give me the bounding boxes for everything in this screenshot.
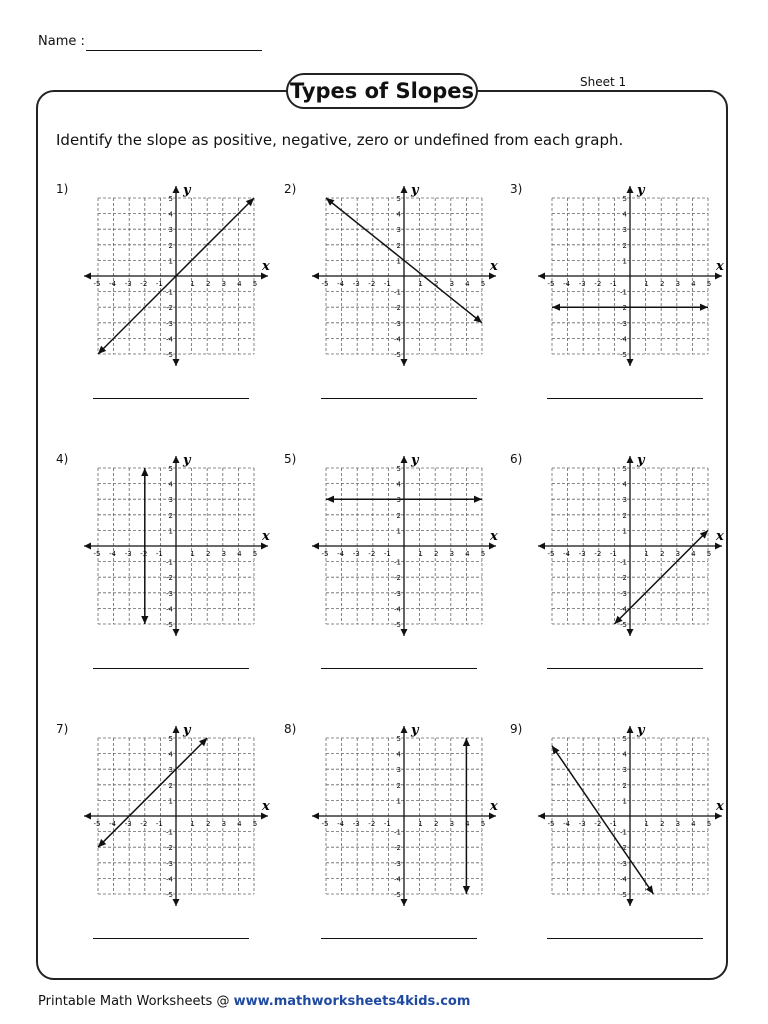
x-tick-label: -1 [155,820,163,828]
x-axis-label: x [716,529,724,544]
y-tick-label: -1 [620,288,627,297]
y-tick-label: -1 [394,558,401,567]
x-tick-label: 1 [418,550,423,558]
y-tick-label: -4 [620,605,627,614]
y-axis-arrow-down-icon [627,899,634,906]
y-tick-label: -3 [394,319,401,328]
x-tick-label: 1 [190,820,195,828]
y-tick-label: -4 [394,875,401,884]
x-tick-label: 4 [465,280,470,288]
x-tick-label: 2 [659,820,665,828]
y-tick-label: -1 [166,828,173,837]
x-tick-label: -2 [594,550,602,558]
x-tick-label: 1 [190,280,195,288]
x-tick-label: 4 [465,550,470,558]
y-tick-label: 4 [622,480,627,489]
x-axis-arrow-left-icon [538,813,545,820]
y-tick-label: 4 [396,750,401,759]
y-tick-label: -3 [620,859,627,868]
y-tick-label: -5 [394,351,401,359]
y-tick-label: -4 [620,335,627,344]
answer-line[interactable] [93,668,249,669]
line-arrow-start-icon [463,738,470,746]
y-axis-arrow-down-icon [401,899,408,906]
y-tick-label: -2 [166,574,173,583]
y-tick-label: -4 [620,875,627,884]
y-tick-label: -4 [394,605,401,614]
x-tick-label: -5 [547,550,555,558]
y-tick-label: -1 [166,288,173,297]
y-tick-label: 4 [622,210,627,219]
y-tick-label: -5 [620,621,627,629]
y-tick-label: -2 [394,844,401,853]
y-tick-label: 5 [168,195,173,203]
y-tick-label: 3 [396,766,401,775]
y-tick-label: -5 [620,351,627,359]
name-label: Name : [38,34,85,49]
x-tick-label: -5 [93,550,101,558]
y-tick-label: 5 [168,465,173,473]
y-axis-arrow-down-icon [173,899,180,906]
question-number: 3) [510,182,523,196]
y-tick-label: 1 [396,797,401,806]
y-axis-label: y [411,183,419,198]
y-tick-label: 2 [396,241,401,250]
y-axis-label: y [637,723,645,738]
x-tick-label: 2 [433,280,439,288]
x-tick-label: 4 [691,820,696,828]
x-tick-label: -1 [383,820,391,828]
line-arrow-end-icon [646,885,653,894]
x-tick-label: -4 [109,550,117,558]
x-axis-label: x [262,529,270,544]
answer-line[interactable] [321,398,477,399]
y-tick-label: 3 [168,766,173,775]
coordinate-graph [76,452,276,648]
x-tick-label: 1 [418,280,423,288]
x-tick-label: 5 [706,280,712,288]
plotted-line [98,738,207,847]
y-tick-label: 1 [168,527,173,536]
y-tick-label: 2 [622,511,627,520]
y-axis-label: y [411,723,419,738]
x-tick-label: -5 [321,280,329,288]
y-tick-label: 5 [622,465,627,473]
x-tick-label: -5 [547,280,555,288]
y-tick-label: -1 [620,828,627,837]
y-axis-arrow-up-icon [627,726,634,733]
x-tick-label: 3 [221,280,227,288]
y-tick-label: 2 [168,241,173,250]
y-tick-label: 1 [168,257,173,266]
y-tick-label: -1 [166,558,173,567]
x-tick-label: -4 [337,280,345,288]
x-axis-label: x [490,799,498,814]
y-tick-label: 4 [396,480,401,489]
y-tick-label: 4 [168,750,173,759]
answer-line[interactable] [547,668,703,669]
x-tick-label: 2 [433,550,439,558]
y-tick-label: -3 [394,859,401,868]
answer-line[interactable] [93,938,249,939]
x-tick-label: -5 [93,820,101,828]
x-axis-label: x [716,259,724,274]
y-tick-label: 3 [396,496,401,505]
x-tick-label: 1 [418,820,423,828]
y-tick-label: 5 [168,735,173,743]
y-tick-label: -1 [394,288,401,297]
x-tick-label: -5 [547,820,555,828]
x-tick-label: -1 [155,550,163,558]
x-axis-label: x [490,529,498,544]
y-axis-arrow-down-icon [173,359,180,366]
y-tick-label: 1 [396,527,401,536]
question-number: 8) [284,722,297,736]
y-axis-arrow-down-icon [401,629,408,636]
x-tick-label: -4 [337,820,345,828]
y-tick-label: 4 [168,210,173,219]
y-tick-label: 4 [168,480,173,489]
y-tick-label: 3 [622,766,627,775]
y-tick-label: 4 [622,750,627,759]
y-tick-label: -5 [394,891,401,899]
answer-line[interactable] [547,938,703,939]
coordinate-graph [530,722,730,918]
y-axis-arrow-up-icon [401,186,408,193]
y-axis-label: y [183,183,191,198]
y-tick-label: 1 [622,257,627,266]
x-tick-label: -2 [594,280,602,288]
x-axis-label: x [716,799,724,814]
y-axis-label: y [183,723,191,738]
x-tick-label: -3 [578,280,586,288]
x-tick-label: 5 [252,550,258,558]
x-tick-label: -3 [578,550,586,558]
y-tick-label: 1 [622,797,627,806]
y-tick-label: 2 [622,241,627,250]
x-axis-label: x [490,259,498,274]
y-tick-label: 2 [168,781,173,790]
answer-line[interactable] [547,398,703,399]
x-tick-label: -3 [352,280,360,288]
x-tick-label: 4 [691,550,696,558]
x-tick-label: 1 [644,280,649,288]
y-axis-arrow-up-icon [173,726,180,733]
x-tick-label: 5 [480,550,486,558]
y-tick-label: -3 [166,589,173,598]
footer-url[interactable]: www.mathworksheets4kids.com [233,994,471,1009]
line-arrow-start-icon [326,496,334,503]
line-arrow-end-icon [474,496,482,503]
y-tick-label: 1 [622,527,627,536]
y-tick-label: 3 [168,226,173,235]
y-tick-label: 5 [622,195,627,203]
line-arrow-end-icon [463,886,470,894]
x-tick-label: 3 [449,280,455,288]
x-tick-label: -2 [140,550,148,558]
x-tick-label: 3 [449,820,455,828]
x-tick-label: 4 [237,280,242,288]
coordinate-graph [304,182,504,378]
answer-line[interactable] [93,398,249,399]
x-axis-label: x [262,799,270,814]
x-tick-label: 2 [205,550,211,558]
coordinate-graph [76,182,276,378]
y-axis-arrow-down-icon [627,359,634,366]
worksheet-title: Types of Slopes [286,73,478,109]
x-tick-label: 5 [706,550,712,558]
answer-line[interactable] [321,938,477,939]
coordinate-graph [304,722,504,918]
x-tick-label: 5 [480,820,486,828]
coordinate-graph [530,182,730,378]
question-number: 6) [510,452,523,466]
x-tick-label: -2 [594,820,602,828]
y-axis-arrow-up-icon [627,186,634,193]
x-tick-label: 2 [659,280,665,288]
x-tick-label: -5 [93,280,101,288]
coordinate-graph [304,452,504,648]
y-tick-label: -5 [394,621,401,629]
x-tick-label: -2 [368,820,376,828]
x-tick-label: -3 [124,820,132,828]
x-tick-label: -4 [563,550,571,558]
y-tick-label: -3 [166,859,173,868]
y-tick-label: -2 [394,304,401,313]
x-tick-label: -3 [352,820,360,828]
y-tick-label: 1 [168,797,173,806]
x-axis-arrow-left-icon [538,543,545,550]
x-tick-label: -3 [124,280,132,288]
instructions: Identify the slope as positive, negative, zero or undefined from each graph. [56,131,624,149]
x-tick-label: 4 [691,280,696,288]
y-tick-label: -2 [620,574,627,583]
y-tick-label: -1 [394,828,401,837]
y-axis-arrow-up-icon [173,456,180,463]
y-tick-label: -2 [620,844,627,853]
y-tick-label: -2 [166,304,173,313]
x-tick-label: -2 [368,550,376,558]
coordinate-graph [76,722,276,918]
x-tick-label: 3 [449,550,455,558]
y-axis-arrow-up-icon [401,726,408,733]
x-tick-label: -1 [609,820,617,828]
x-tick-label: 1 [644,820,649,828]
x-tick-label: 3 [221,550,227,558]
y-tick-label: -5 [620,891,627,899]
coordinate-graph [530,452,730,648]
x-tick-label: -1 [609,280,617,288]
question-number: 9) [510,722,523,736]
y-tick-label: -3 [166,319,173,328]
question-number: 2) [284,182,297,196]
x-tick-label: 2 [205,820,211,828]
x-axis-arrow-left-icon [312,813,319,820]
y-tick-label: -2 [394,574,401,583]
x-tick-label: -4 [109,280,117,288]
answer-line[interactable] [321,668,477,669]
x-axis-arrow-left-icon [312,543,319,550]
y-axis-arrow-up-icon [173,186,180,193]
question-number: 4) [56,452,69,466]
y-tick-label: 2 [168,511,173,520]
x-tick-label: -2 [140,280,148,288]
y-axis-arrow-down-icon [173,629,180,636]
x-tick-label: -4 [563,820,571,828]
x-tick-label: 5 [252,820,258,828]
line-arrow-start-icon [552,746,559,755]
x-tick-label: 3 [675,820,681,828]
y-tick-label: 2 [396,781,401,790]
x-axis-arrow-left-icon [538,273,545,280]
y-tick-label: -4 [394,335,401,344]
question-number: 7) [56,722,69,736]
x-tick-label: -2 [140,820,148,828]
x-tick-label: 5 [252,280,258,288]
y-tick-label: 2 [396,511,401,520]
x-tick-label: 5 [480,280,486,288]
y-tick-label: 3 [622,496,627,505]
x-tick-label: 3 [221,820,227,828]
line-arrow-start-icon [141,468,148,476]
x-tick-label: -3 [124,550,132,558]
x-tick-label: -3 [578,820,586,828]
y-tick-label: 2 [622,781,627,790]
sheet-number: Sheet 1 [580,75,627,89]
y-tick-label: -5 [166,891,173,899]
y-tick-label: -4 [166,875,173,884]
y-axis-arrow-down-icon [401,359,408,366]
x-tick-label: -1 [383,280,391,288]
y-tick-label: -4 [166,335,173,344]
y-axis-label: y [411,453,419,468]
y-axis-arrow-up-icon [627,456,634,463]
y-axis-arrow-up-icon [401,456,408,463]
x-tick-label: 2 [205,280,211,288]
y-tick-label: -5 [166,351,173,359]
question-number: 1) [56,182,69,196]
y-tick-label: -3 [620,319,627,328]
x-tick-label: 2 [433,820,439,828]
x-tick-label: 3 [675,280,681,288]
y-tick-label: -2 [620,304,627,313]
y-axis-label: y [637,183,645,198]
y-tick-label: 5 [396,465,401,473]
y-tick-label: -3 [394,589,401,598]
y-tick-label: -1 [620,558,627,567]
y-tick-label: 1 [396,257,401,266]
x-tick-label: -1 [155,280,163,288]
name-answer-line[interactable] [86,50,262,51]
x-tick-label: 3 [675,550,681,558]
footer [38,994,470,1009]
y-tick-label: 5 [622,735,627,743]
footer-label: Printable Math Worksheets @ [38,994,234,1009]
y-tick-label: 5 [396,735,401,743]
y-tick-label: -4 [166,605,173,614]
y-tick-label: 3 [622,226,627,235]
question-number: 5) [284,452,297,466]
y-tick-label: 5 [396,195,401,203]
y-tick-label: -2 [166,844,173,853]
x-axis-arrow-left-icon [84,543,91,550]
x-tick-label: -3 [352,550,360,558]
x-tick-label: -4 [563,280,571,288]
line-arrow-start-icon [552,304,560,311]
x-tick-label: 1 [644,550,649,558]
x-axis-label: x [262,259,270,274]
x-tick-label: 1 [190,550,195,558]
x-tick-label: -1 [609,550,617,558]
x-tick-label: 5 [706,820,712,828]
y-axis-label: y [637,453,645,468]
x-tick-label: -5 [321,820,329,828]
x-tick-label: -4 [109,820,117,828]
y-axis-arrow-down-icon [627,629,634,636]
x-tick-label: 4 [237,820,242,828]
y-tick-label: -5 [166,621,173,629]
x-tick-label: -5 [321,550,329,558]
x-axis-arrow-left-icon [84,273,91,280]
y-axis-label: y [183,453,191,468]
x-tick-label: -1 [383,550,391,558]
y-tick-label: 4 [396,210,401,219]
y-tick-label: -3 [620,589,627,598]
x-tick-label: 4 [237,550,242,558]
x-axis-arrow-left-icon [312,273,319,280]
x-tick-label: -2 [368,280,376,288]
x-tick-label: 4 [465,820,470,828]
y-tick-label: 3 [396,226,401,235]
y-tick-label: 3 [168,496,173,505]
line-arrow-end-icon [700,304,708,311]
x-tick-label: 2 [659,550,665,558]
x-axis-arrow-left-icon [84,813,91,820]
x-tick-label: -4 [337,550,345,558]
line-arrow-end-icon [141,616,148,624]
